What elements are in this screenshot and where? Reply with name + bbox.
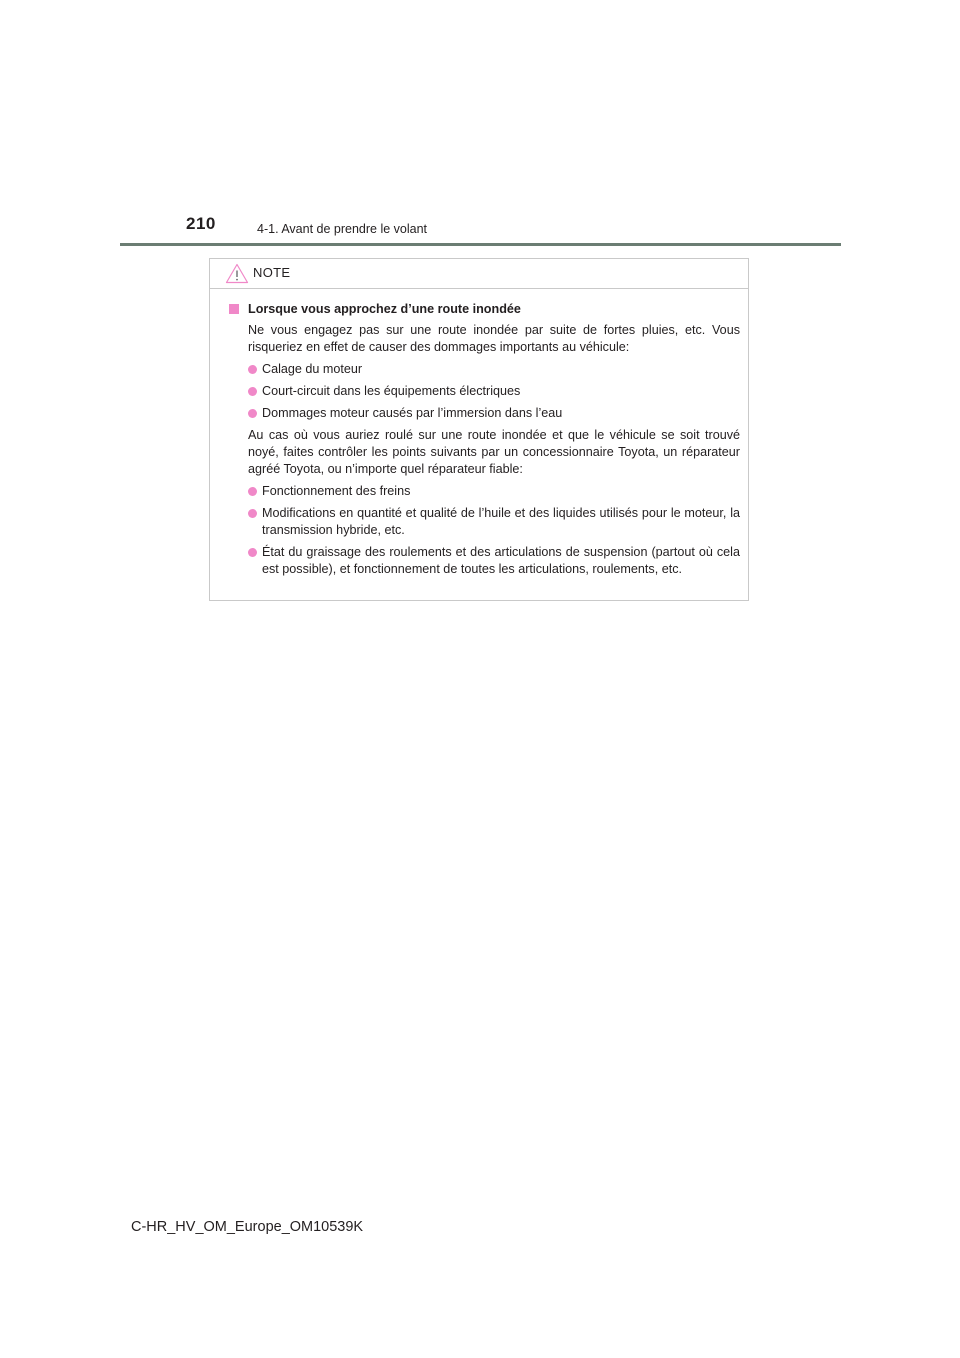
dot-bullet-icon: [248, 509, 257, 518]
list-item: Dommages moteur causés par l’immersion dans l’eau: [229, 405, 740, 422]
dot-bullet-icon: [248, 487, 257, 496]
note-header: [210, 259, 748, 289]
page-number: 210: [186, 214, 216, 233]
dot-bullet-icon: [248, 548, 257, 557]
note-heading-text: Lorsque vous approchez d’une route inondée: [248, 302, 521, 316]
list-item: Modifications en quantité et qualité de l’huile et des liquides utilisés pour le moteur, la transmission hybride, etc.: [229, 505, 740, 539]
note-intro: Ne vous engagez pas sur une route inondée par suite de fortes pluies, etc. Vous risqueriez en effet de causer des dommages importants au véhicule:: [248, 323, 740, 354]
note-label: NOTE: [253, 265, 291, 280]
square-bullet-icon: [229, 304, 239, 314]
warning-triangle-icon: [225, 263, 249, 284]
dot-bullet-icon: [248, 387, 257, 396]
list-item: Court-circuit dans les équipements électriques: [229, 383, 740, 400]
dot-bullet-icon: [248, 409, 257, 418]
note-heading: [229, 301, 740, 318]
list-item: État du graissage des roulements et des articulations de suspension (partout où cela est possible), et fonctionnement de toutes les articulations, roulements, etc.: [229, 544, 740, 578]
section-title: 4-1. Avant de prendre le volant: [257, 222, 428, 236]
dot-bullet-icon: [248, 365, 257, 374]
list-item: Calage du moteur: [229, 361, 740, 378]
header-rule: [120, 243, 841, 246]
note-box: [209, 258, 749, 601]
note-body: [210, 289, 748, 578]
footer-doc-code: C-HR_HV_OM_Europe_OM10539K: [131, 1219, 364, 1235]
list-item: Fonctionnement des freins: [229, 483, 740, 500]
note-followup: Au cas où vous auriez roulé sur une route inondée et que le véhicule se soit trouvé noyé, faites contrôler les points suivants par un concessionnaire Toyota, un réparateur agréé Toyota, ou n’importe quel réparateur fiable:: [248, 428, 740, 476]
